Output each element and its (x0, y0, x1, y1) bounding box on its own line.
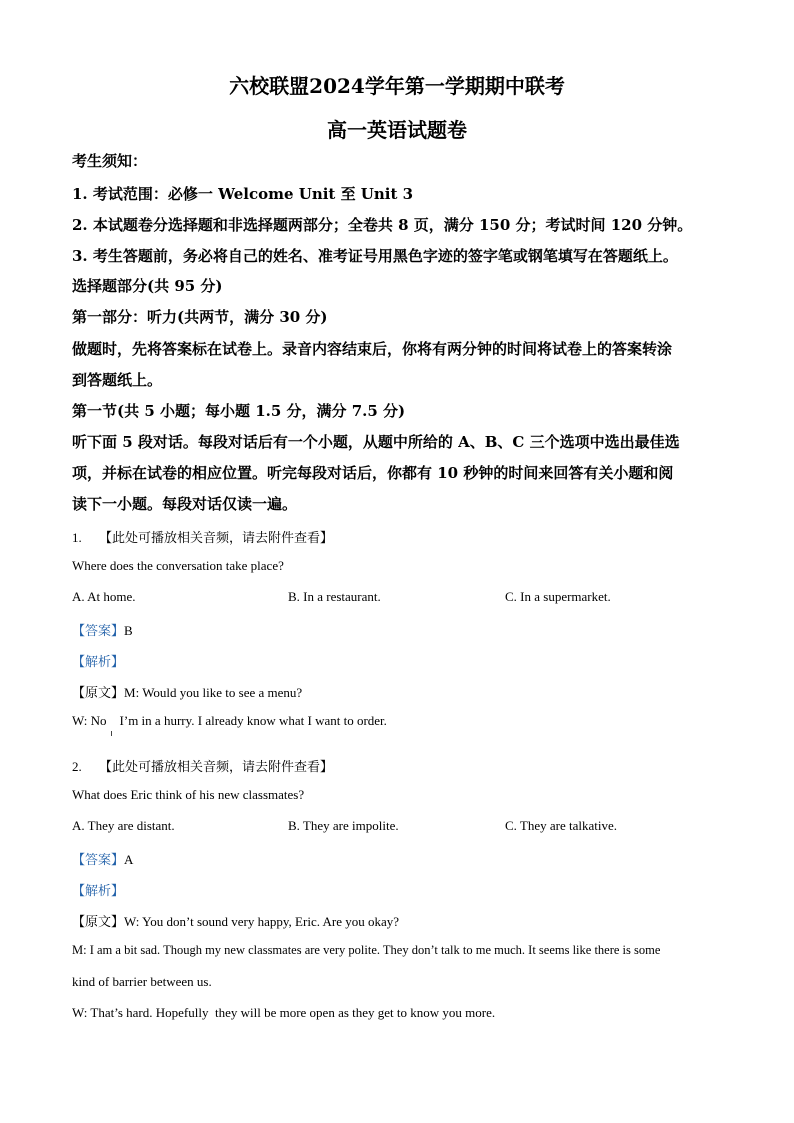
original-tag: 【原文】 (72, 914, 125, 929)
answer-row (72, 849, 133, 868)
option-a: A. They are distant. (72, 818, 175, 833)
notice-heading: 考生须知： (72, 152, 148, 170)
audio-link[interactable]: 【此处可播放相关音频，请去附件查看】 (99, 759, 334, 774)
notice-item-1: 1. 考试范围：必修一 Welcome Unit 至 Unit 3 (72, 185, 414, 203)
option-c: C. In a supermarket. (505, 589, 611, 604)
option-b: B. They are impolite. (288, 818, 399, 833)
transcript-line (72, 911, 399, 930)
question-1-text: Where does the conversation take place? (72, 558, 284, 573)
transcript-text: W: You don’t sound very happy, Eric. Are you okay? (124, 914, 400, 929)
question-number: 2. (72, 759, 82, 774)
exam-subtitle: 高一英语试题卷 (327, 118, 467, 142)
option-c: C. They are talkative. (505, 818, 618, 833)
analysis-tag: 【解析】 (72, 654, 125, 669)
stray-mark (111, 731, 112, 736)
audio-link[interactable]: 【此处可播放相关音频，请去附件查看】 (99, 530, 334, 545)
instruction-line: 到答题纸上。 (72, 371, 163, 389)
choice-part-heading: 选择题部分(共 95 分) (72, 277, 223, 295)
option-a: A. At home. (72, 589, 136, 604)
transcript-line: kind of barrier between us. (72, 974, 212, 989)
option-b: B. In a restaurant. (288, 589, 381, 604)
transcript-text: M: Would you like to see a menu? (124, 685, 303, 700)
answer-value: A (124, 852, 134, 867)
part1-heading: 第一部分：听力(共两节，满分 30 分) (72, 308, 328, 326)
section1-heading: 第一节(共 5 小题；每小题 1.5 分，满分 7.5 分) (72, 402, 406, 420)
original-tag: 【原文】 (72, 685, 125, 700)
instruction-line: 读下一小题。每段对话仅读一遍。 (72, 495, 298, 513)
notice-item-2: 2. 本试题卷分选择题和非选择题两部分；全卷共 8 页，满分 150 分；考试时间 120 分钟。 (72, 216, 693, 234)
exam-title: 六校联盟2024学年第一学期期中联考 (229, 74, 565, 98)
transcript-line: W: No I’m in a hurry. I already know what I want to order. (72, 713, 387, 728)
notice-item-3: 3. 考生答题前，务必将自己的姓名、准考证号用黑色字迹的签字笔或钢笔填写在答题纸上。 (72, 247, 678, 265)
instruction-line: 做题时，先将答案标在试卷上。录音内容结束后，你将有两分钟的时间将试卷上的答案转涂 (72, 340, 673, 358)
analysis-tag: 【解析】 (72, 883, 125, 898)
transcript-line: M: I am a bit sad. Though my new classmates are very polite. They don’t talk to me much. It seems like there is some (72, 943, 661, 957)
question-2-text: What does Eric think of his new classmates? (72, 787, 305, 802)
answer-value: B (124, 623, 133, 638)
answer-tag: 【答案】 (72, 623, 125, 638)
answer-row (72, 620, 133, 639)
transcript-line (72, 682, 302, 701)
answer-tag: 【答案】 (72, 852, 125, 867)
instruction-line: 项，并标在试卷的相应位置。听完每段对话后，你都有 10 秒钟的时间来回答有关小题和阅 (72, 464, 674, 482)
transcript-line: W: That’s hard. Hopefully they will be more open as they get to know you more. (72, 1005, 496, 1020)
question-2-header (72, 756, 333, 775)
question-1-header (72, 527, 333, 546)
instruction-line: 听下面 5 段对话。每段对话后有一个小题，从题中所给的 A、B、C 三个选项中选出最佳选 (72, 433, 680, 451)
question-number: 1. (72, 530, 82, 545)
